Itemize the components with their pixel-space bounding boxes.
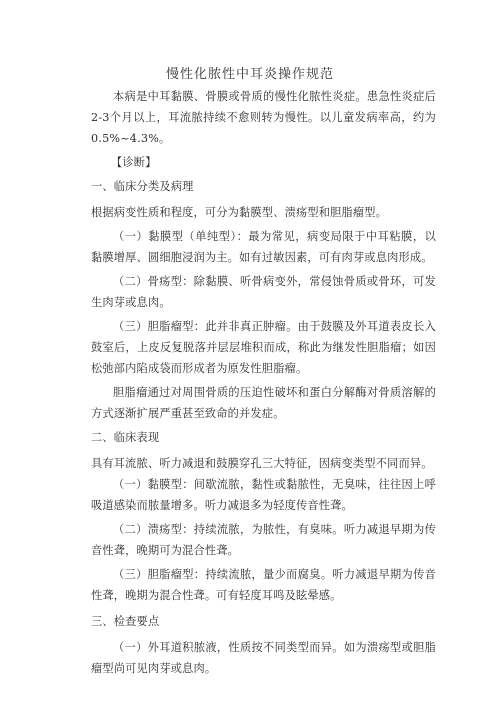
subheading-examination: 三、检查要点 [91, 615, 160, 628]
paragraph-bone-ulcer-type: （二）骨疡型：除黏膜、听骨病变外，常侵蚀骨质或骨环，可发生肉芽或息肉。 [91, 275, 436, 309]
paragraph-classification-overview: 根据病变性质和程度，可分为黏膜型、溃疡型和胆脂瘤型。 [91, 206, 388, 219]
subheading-classification: 一、临床分类及病理 [91, 180, 194, 193]
paragraph-examination-1: （一）外耳道积脓液，性质按不同类型而异。如为溃疡型或胆脂瘤型尚可见肉芽或息肉。 [91, 641, 436, 675]
paragraph-cholesteatoma-type: （三）胆脂瘤型：此并非真正肿瘤。由于鼓膜及外耳道表皮长入鼓室后，上皮反复脱落并层层堆积而成，称此为继发性胆脂瘤；如因松弛部内陷成袋而形成者为原发性胆脂瘤。 [91, 320, 436, 375]
intro-paragraph: 本病是中耳黏膜、骨膜或骨质的慢性化脓性炎症。患急性炎症后2-3个月以上，耳流脓持续不愈则转为慢性。以儿童发病率高，约为0.5%~4.3%。 [91, 90, 436, 145]
paragraph-cholesteatoma-spread: 胆脂瘤通过对周围骨质的压迫性破坏和蛋白分解酶对骨质溶解的方式逐渐扩展严重甚至致命的并发症。 [91, 386, 436, 420]
document-title: 慢性化脓性中耳炎操作规范 [165, 67, 334, 82]
document-body [91, 86, 436, 679]
paragraph-manifestation-cholesteatoma: （三）胆脂瘤型：持续流脓，量少而腐臭。听力减退早期为传音性聋，晚期为混合性聋。可有轻度耳鸣及眩晕感。 [91, 568, 436, 602]
paragraph-mucosal-type: （一）黏膜型（单纯型）：最为常见，病变局限于中耳粘膜，以黏膜增厚、圆细胞浸润为主。如有过敏因素，可有肉芽或息肉形成。 [91, 230, 436, 264]
paragraph-manifestation-ulcer: （二）溃疡型：持续流脓，为脓性，有臭味。听力减退早期为传音性聋，晚期可为混合性聋。 [91, 523, 436, 557]
paragraph-three-features: 具有耳流脓、听力减退和鼓膜穿孔三大特征，因病变类型不同而异。 [91, 457, 433, 470]
subheading-clinical-manifestations: 二、临床表现 [91, 431, 160, 444]
paragraph-manifestation-mucosal: （一）黏膜型：间歇流脓，黏性或黏脓性，无臭味，往往因上呼吸道感染而脓量增多。听力减退多为轻度传音性聋。 [91, 478, 436, 512]
section-heading-diagnosis: 【诊断】 [111, 156, 157, 169]
